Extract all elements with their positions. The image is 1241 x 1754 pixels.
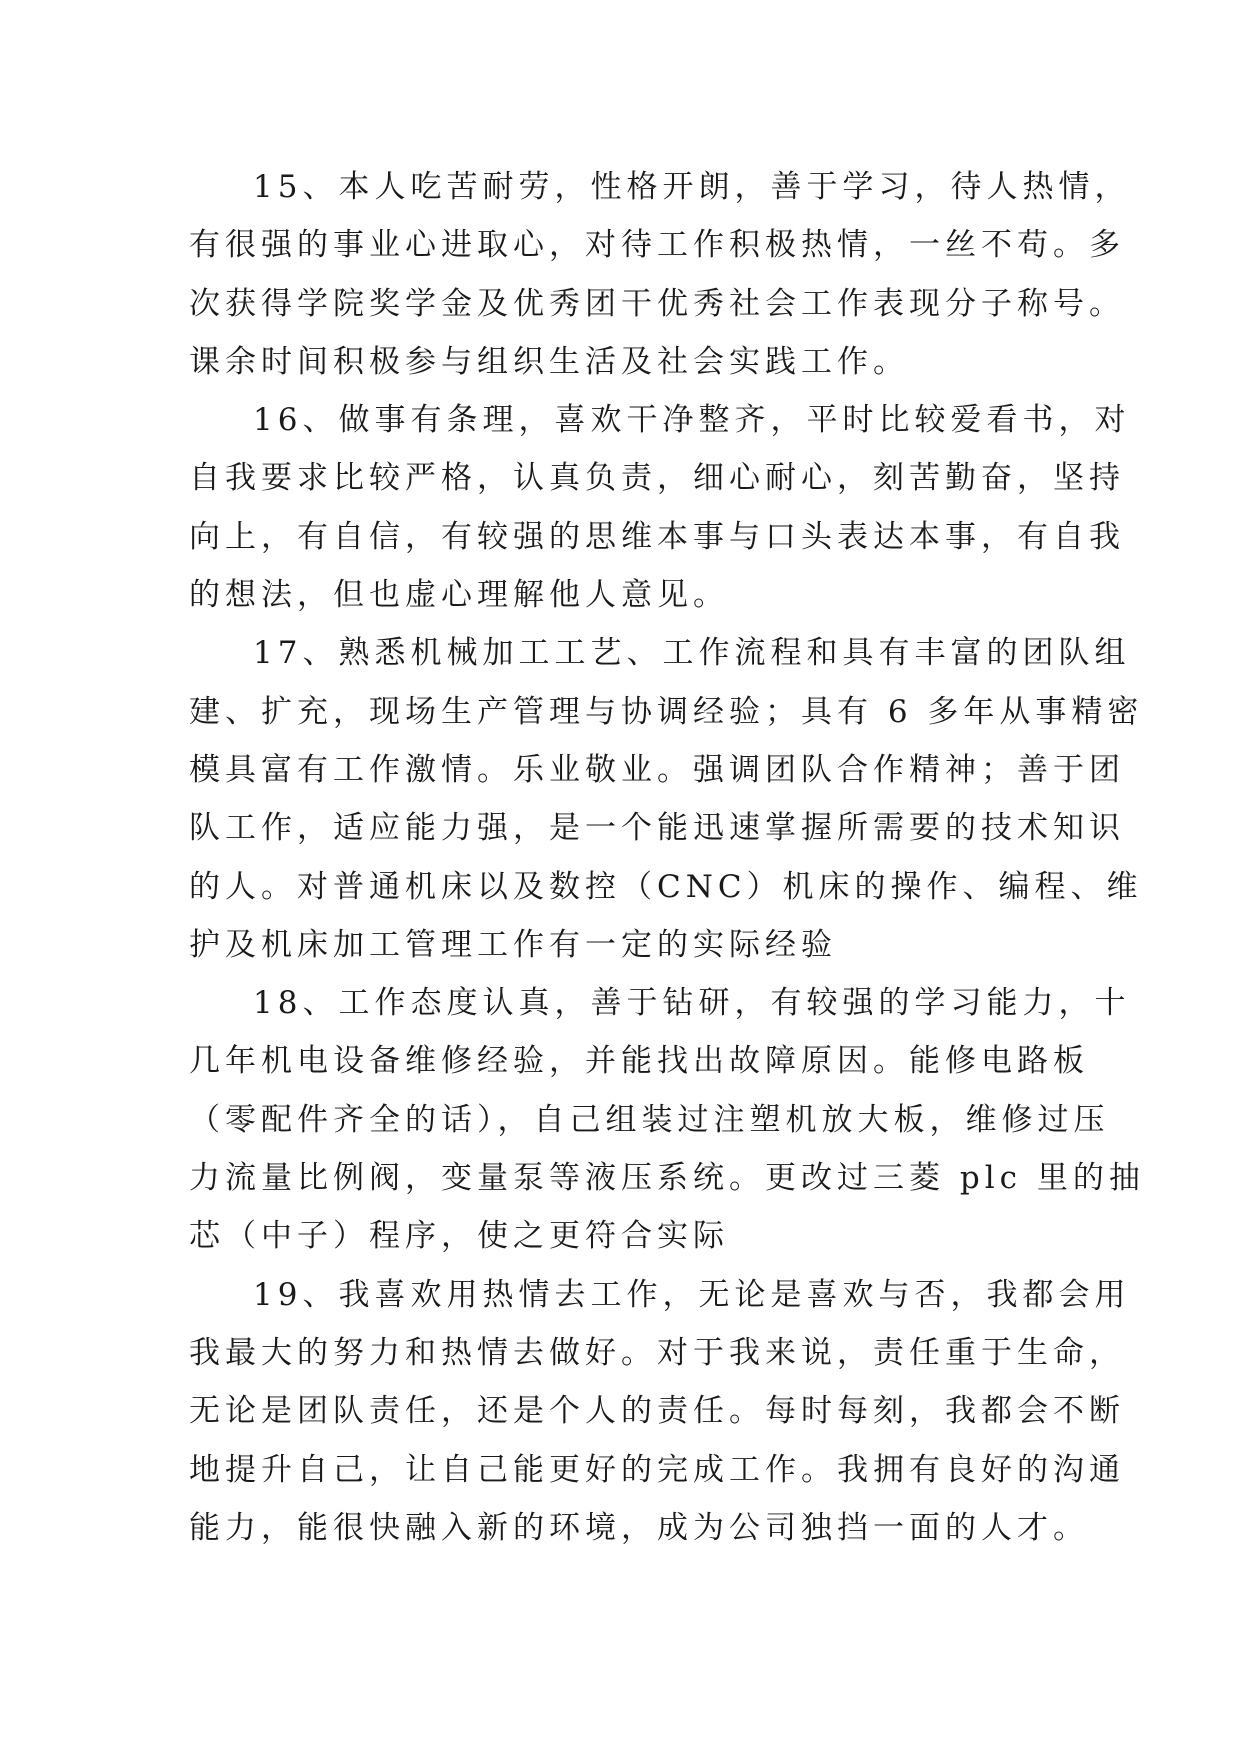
text-line: 16、做事有条理，喜欢干净整齐，平时比较爱看书，对 — [253, 402, 1131, 439]
text-line: 无论是团队责任，还是个人的责任。每时每刻，我都会不断 — [189, 1393, 1125, 1430]
text-line: 自我要求比较严格，认真负责，细心耐心，刻苦勤奋，坚持 — [189, 460, 1125, 497]
text-line: 19、我喜欢用热情去工作，无论是喜欢与否，我都会用 — [253, 1276, 1131, 1313]
text-line: 次获得学院奖学金及优秀团干优秀社会工作表现分子称号。 — [189, 285, 1125, 322]
paragraph-15 — [189, 158, 1131, 391]
paragraph-18 — [189, 974, 1145, 1265]
text-line: 建、扩充，现场生产管理与协调经验；具有 6 多年从事精密 — [189, 693, 1144, 730]
text-line: 我最大的努力和热情去做好。对于我来说，责任重于生命， — [189, 1334, 1125, 1371]
paragraph-17 — [189, 624, 1144, 974]
text-line: 课余时间积极参与组织生活及社会实践工作。 — [189, 343, 909, 380]
text-line: 护及机床加工管理工作有一定的实际经验 — [189, 926, 837, 963]
paragraph-16 — [189, 391, 1131, 624]
text-line: 几年机电设备维修经验，并能找出故障原因。能修电路板 — [189, 1043, 1089, 1080]
text-line: 模具富有工作激情。乐业敬业。强调团队合作精神；善于团 — [189, 751, 1125, 788]
text-line: 向上，有自信，有较强的思维本事与口头表达本事，有自我 — [189, 518, 1125, 555]
text-line: 有很强的事业心进取心，对待工作积极热情，一丝不苟。多 — [189, 227, 1125, 264]
text-line: 芯（中子）程序，使之更符合实际 — [189, 1218, 729, 1255]
text-line: 17、熟悉机械加工工艺、工作流程和具有丰富的团队组 — [253, 635, 1131, 672]
text-line: （零配件齐全的话），自己组装过注塑机放大板，维修过压 — [189, 1101, 1110, 1138]
paragraph-19 — [189, 1266, 1131, 1557]
text-line: 地提升自己，让自己能更好的完成工作。我拥有良好的沟通 — [189, 1451, 1125, 1488]
text-line: 的人。对普通机床以及数控（CNC）机床的操作、编程、维 — [189, 868, 1143, 905]
text-line: 力流量比例阀，变量泵等液压系统。更改过三菱 plc 里的抽 — [189, 1160, 1145, 1197]
text-line: 能力，能很快融入新的环境，成为公司独挡一面的人才。 — [189, 1509, 1089, 1546]
text-line: 队工作，适应能力强，是一个能迅速掌握所需要的技术知识 — [189, 810, 1125, 847]
document-body — [189, 158, 1145, 1557]
text-line: 的想法，但也虚心理解他人意见。 — [189, 577, 729, 614]
text-line: 15、本人吃苦耐劳，性格开朗，善于学习，待人热情， — [253, 169, 1131, 205]
text-line: 18、工作态度认真，善于钻研，有较强的学习能力，十 — [253, 985, 1131, 1022]
